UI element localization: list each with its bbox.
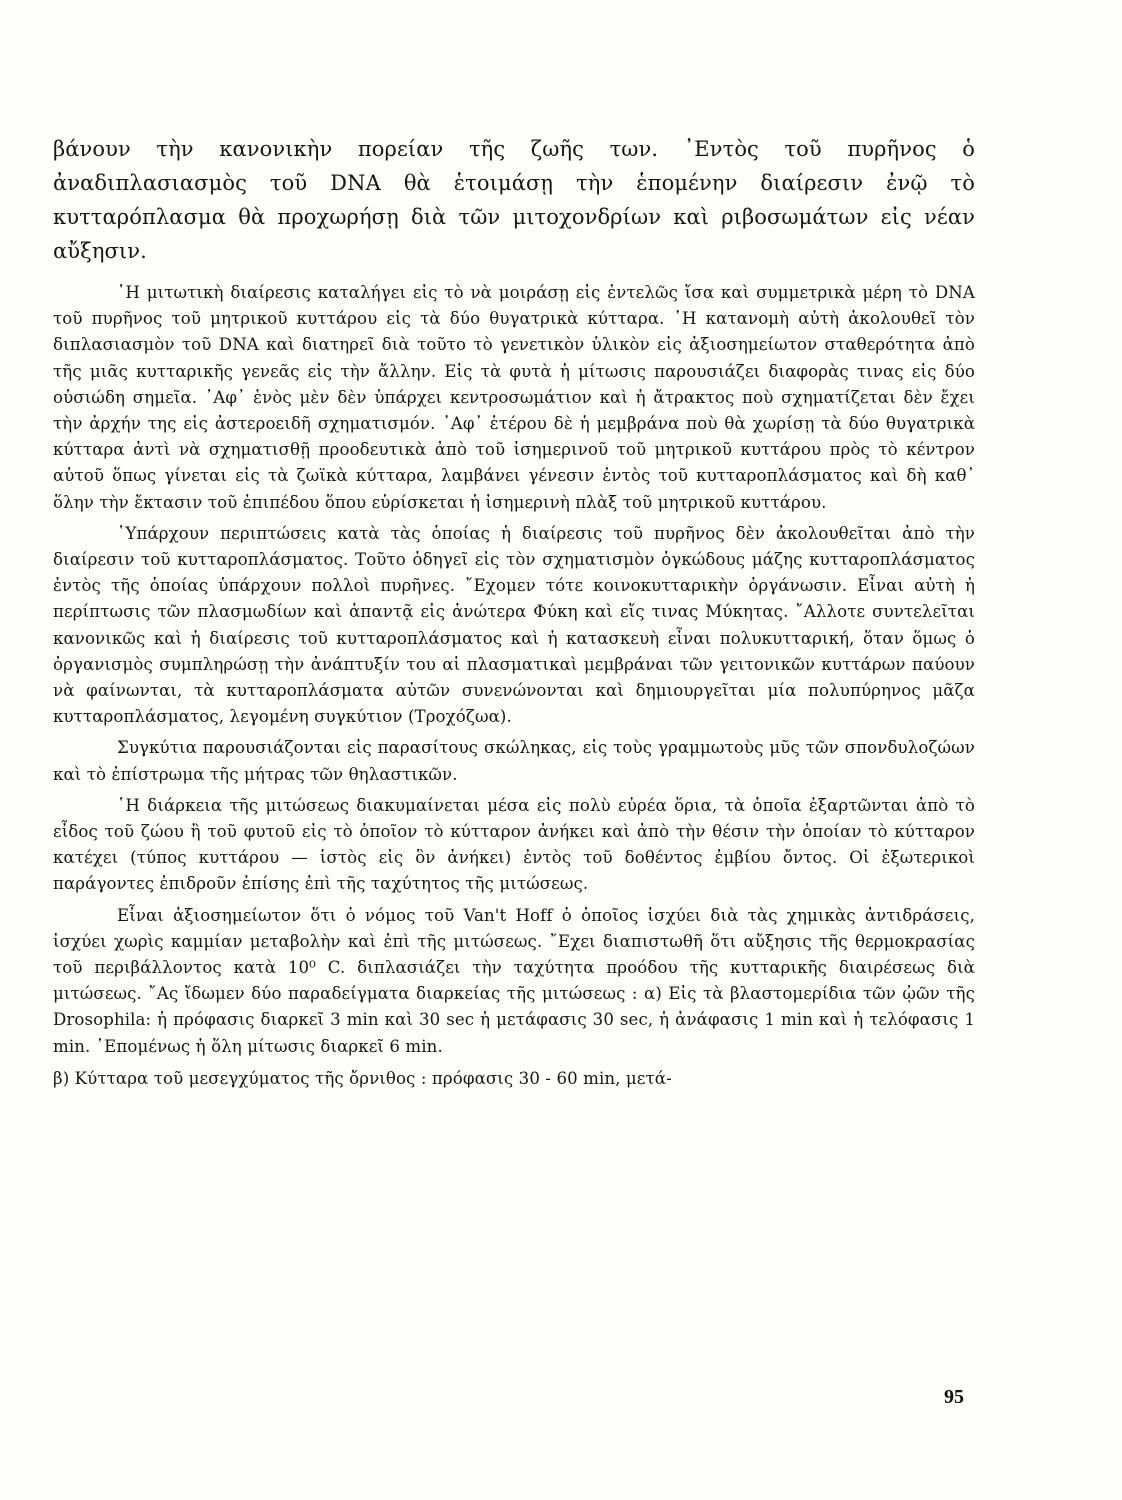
paragraph-3: ῾Υπάρχουν περιπτώσεις κατὰ τὰς ὁποίας ἡ διαίρεσις τοῦ πυρῆνος δὲν ἀκολουθεῖται ἀπὸ τὴν διαίρεσιν τοῦ κυτταροπλάσματος. Τοῦτο ὁδηγεῖ εἰς τὸν σχηματισμὸν ὀγκώδους μάζης κυτταροπλάσματος ἐντὸς τῆς ὁποίας ὑπάρχουν πολλοὶ πυρῆνες. ῎Εχομεν τότε κοινοκυτταρικὴν ὀργάνωσιν. Εἶναι αὐτὴ ἡ περίπτωσις τῶν πλασμωδίων καὶ ἀπαντᾷ εἰς ἀνώτερα Φύκη καὶ εἴς τινας Μύκητας. ῎Αλλοτε συντελεῖται κανονικῶς καὶ ἡ διαίρεσις τοῦ κυτταροπλάσματος καὶ ἡ κατασκευὴ εἶναι πολυκυτταρική, ὅταν ὅμως ὁ ὀργανισμὸς συμπληρώσῃ τὴν ἀνάπτυξίν του αἱ πλασματικαὶ μεμβράναι τῶν γειτονικῶν κυττάρων παύουν νὰ φαίνωνται, τὰ κυτταροπλάσματα αὐτῶν συνενώνονται καὶ δημιουργεῖται μία πολυπύρηνος μᾶζα κυτταροπλάσματος, λεγομένη συγκύτιον (Τροχόζωα). (53, 523, 975, 727)
paragraph-6: Εἶναι ἀξιοσημείωτον ὅτι ὁ νόμος τοῦ Van't Hoff ὁ ὁποῖος ἰσχύει διὰ τὰς χημικὰς ἀντιδράσεις, ἰσχύει χωρὶς καμμίαν μεταβολὴν καὶ ἐπὶ τῆς μιτώσεως. ῎Εχει διαπιστωθῆ ὅτι αὔξησις τῆς θερμοκρασίας τοῦ περιβάλλοντος κατὰ 10⁰ C. διπλασιάζει τὴν ταχύτητα προόδου τῆς κυτταρικῆς διαιρέσεως διὰ μιτώσεως. ῎Ας ἴδωμεν δύο παραδείγματα διαρκείας τῆς μιτώσεως : α) Εἰς τὰ βλαστομερίδια τῶν ᾠῶν τῆς Drosophila: ἡ πρόφασις διαρκεῖ 3 min καὶ 30 sec ἡ μετάφασις 30 sec, ἡ ἀνάφασις 1 min καὶ ἡ τελόφασις 1 min. ῾Επομένως ἡ ὅλη μίτωσις διαρκεῖ 6 min. (53, 905, 975, 1056)
paragraph-4: Συγκύτια παρουσιάζονται εἰς παρασίτους σκώληκας, εἰς τοὺς γραμμωτοὺς μῦς τῶν σπονδυλοζώων καὶ τὸ ἐπίστρωμα τῆς μήτρας τῶν θηλαστικῶν. (53, 738, 975, 784)
paragraph-7: β) Κύτταρα τοῦ μεσεγχύματος τῆς ὄρνιθος : πρόφασις 30 - 60 min, μετά- (53, 1068, 672, 1088)
paragraph-1: βάνουν τὴν κανονικὴν πορείαν τῆς ζωῆς των. ᾿Εντὸς τοῦ πυρῆνος ὁ ἀναδιπλασιασμὸς τοῦ DNA θὰ ἑτοιμάσῃ τὴν ἑπομένην διαίρεσιν ἐνῷ τὸ κυτταρόπλασμα θὰ προχωρήσῃ διὰ τῶν μιτοχονδρίων καὶ ριβοσωμάτων εἰς νέαν αὔξησιν. (53, 137, 975, 263)
page-text (53, 132, 975, 1092)
paragraph-2: ῾Η μιτωτικὴ διαίρεσις καταλήγει εἰς τὸ νὰ μοιράσῃ εἰς ἐντελῶς ἴσα καὶ συμμετρικὰ μέρη τὸ DNA τοῦ πυρῆνος τοῦ μητρικοῦ κυττάρου εἰς τὰ δύο θυγατρικὰ κύτταρα. ῾Η κατανομὴ αὐτὴ ἀκολουθεῖ τὸν διπλασιασμὸν τοῦ DNA καὶ διατηρεῖ διὰ τοῦτο τὸ γενετικὸν ὑλικὸν εἰς ἀξιοσημείωτον σταθερότητα ἀπὸ τῆς μιᾶς κυτταρικῆς γενεᾶς εἰς τὴν ἄλλην. Εἰς τὰ φυτὰ ἡ μίτωσις παρουσιάζει διαφορὰς τινας εἰς δύο οὐσιώδη σημεῖα. ᾿Αφ᾿ ἑνὸς μὲν δὲν ὑπάρχει κεντροσωμάτιον καὶ ἡ ἄτρακτος ποὺ σχηματίζεται δὲν ἔχει τὴν ἀρχήν της εἰς ἀστεροειδῆ σχηματισμόν. ᾿Αφ᾿ ἑτέρου δὲ ἡ μεμβράνα ποὺ θὰ χωρίσῃ τὰ δύο θυγατρικὰ κύτταρα ἀντὶ νὰ σχηματισθῇ προοδευτικὰ ἀπὸ τοῦ ἰσημερινοῦ τοῦ μητρικοῦ κυττάρου πρὸς τὸ κέντρον αὐτοῦ ὅπως γίνεται εἰς τὰ ζωϊκὰ κύτταρα, λαμβάνει γένεσιν ἐντὸς τοῦ κυτταροπλάσματος καὶ δὴ καθ᾿ ὅλην τὴν ἔκτασιν τοῦ ἐπιπέδου ὅπου εὑρίσκεται ἡ ἰσημερινὴ πλὰξ τοῦ μητρικοῦ κυττάρου. (53, 283, 975, 512)
page-number: 95 (944, 1386, 964, 1408)
paragraph-5: ῾Η διάρκεια τῆς μιτώσεως διακυμαίνεται μέσα εἰς πολὺ εὐρέα ὅρια, τὰ ὁποῖα ἐξαρτῶνται ἀπὸ τὸ εἶδος τοῦ ζώου ἢ τοῦ φυτοῦ εἰς τὸ ὁποῖον τὸ κύτταρον ἀνήκει καὶ ἀπὸ τὴν θέσιν τὴν ὁποίαν τὸ κύτταρον κατέχει (τύπος κυττάρου — ἱστὸς εἰς ὃν ἀνήκει) ἐντὸς τοῦ δοθέντος ἐμβίου ὄντος. Οἱ ἐξωτερικοὶ παράγοντες ἐπιδροῦν ἐπίσης ἐπὶ τῆς ταχύτητος τῆς μιτώσεως. (53, 795, 975, 894)
